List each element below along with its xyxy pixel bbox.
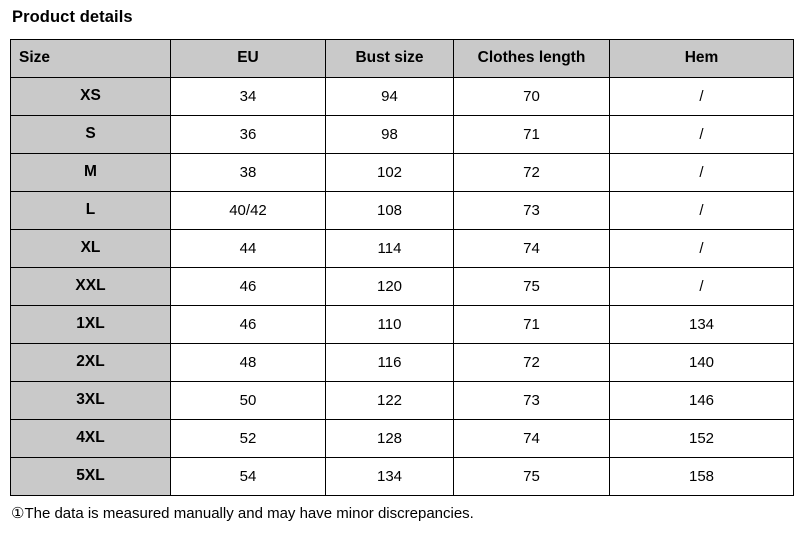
table-row [11,115,794,153]
cell-bust-size: 94 [326,77,454,115]
cell-bust-size: 108 [326,191,454,229]
cell-eu: 50 [171,381,326,419]
cell-bust-size: 122 [326,381,454,419]
cell-size: 1XL [11,305,171,343]
column-header-bust-size: Bust size [326,39,454,77]
cell-bust-size: 116 [326,343,454,381]
cell-clothes-length: 71 [454,305,610,343]
cell-hem: 140 [610,343,794,381]
cell-clothes-length: 71 [454,115,610,153]
cell-hem: / [610,115,794,153]
column-header-eu: EU [171,39,326,77]
cell-bust-size: 128 [326,419,454,457]
table-row [11,267,794,305]
cell-hem: 152 [610,419,794,457]
cell-clothes-length: 74 [454,229,610,267]
cell-hem: 158 [610,457,794,495]
table-row [11,457,794,495]
table-row [11,191,794,229]
cell-bust-size: 102 [326,153,454,191]
cell-clothes-length: 75 [454,457,610,495]
table-header-row [11,39,794,77]
cell-size: 2XL [11,343,171,381]
cell-clothes-length: 74 [454,419,610,457]
column-header-size: Size [11,39,171,77]
cell-bust-size: 134 [326,457,454,495]
cell-eu: 36 [171,115,326,153]
page-title: Product details [12,8,133,26]
cell-bust-size: 110 [326,305,454,343]
table-row [11,229,794,267]
cell-eu: 52 [171,419,326,457]
cell-hem: / [610,229,794,267]
cell-hem: 146 [610,381,794,419]
cell-size: XL [11,229,171,267]
cell-size: S [11,115,171,153]
cell-eu: 46 [171,305,326,343]
cell-eu: 40/42 [171,191,326,229]
cell-clothes-length: 70 [454,77,610,115]
cell-size: XXL [11,267,171,305]
cell-eu: 54 [171,457,326,495]
measurement-footnote: ①The data is measured manually and may have minor discrepancies. [11,504,474,522]
cell-size: 3XL [11,381,171,419]
cell-size: XS [11,77,171,115]
cell-hem: / [610,77,794,115]
cell-eu: 48 [171,343,326,381]
cell-clothes-length: 73 [454,381,610,419]
cell-hem: / [610,267,794,305]
table-body [11,77,794,495]
cell-eu: 46 [171,267,326,305]
column-header-hem: Hem [610,39,794,77]
cell-size: 5XL [11,457,171,495]
table-row [11,77,794,115]
cell-bust-size: 120 [326,267,454,305]
cell-clothes-length: 72 [454,153,610,191]
size-table-container [10,39,793,496]
cell-eu: 38 [171,153,326,191]
cell-eu: 44 [171,229,326,267]
table-header [11,39,794,77]
cell-clothes-length: 73 [454,191,610,229]
cell-eu: 34 [171,77,326,115]
table-row [11,381,794,419]
cell-bust-size: 98 [326,115,454,153]
cell-clothes-length: 75 [454,267,610,305]
table-row [11,419,794,457]
size-chart-table [10,39,794,496]
cell-hem: / [610,153,794,191]
table-row [11,153,794,191]
table-row [11,305,794,343]
cell-size: L [11,191,171,229]
cell-size: 4XL [11,419,171,457]
table-row [11,343,794,381]
cell-hem: 134 [610,305,794,343]
cell-hem: / [610,191,794,229]
cell-clothes-length: 72 [454,343,610,381]
cell-bust-size: 114 [326,229,454,267]
column-header-clothes-length: Clothes length [454,39,610,77]
cell-size: M [11,153,171,191]
